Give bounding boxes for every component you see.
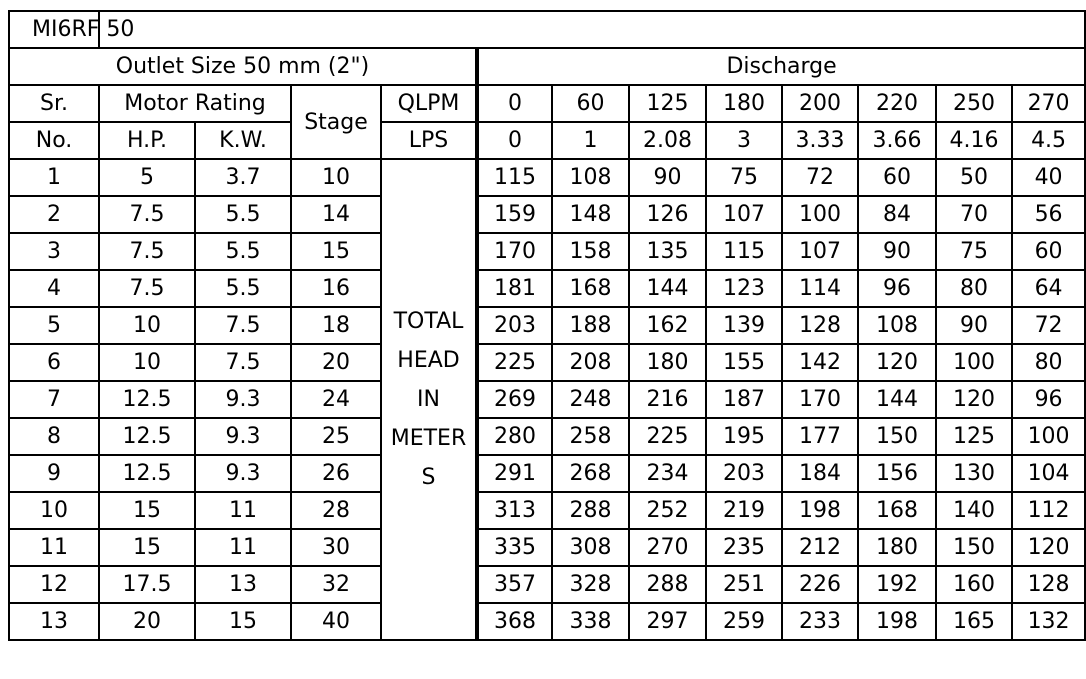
head-value-cell: 144 <box>629 270 706 307</box>
stage-cell: 26 <box>291 455 381 492</box>
head-value-cell: 203 <box>706 455 782 492</box>
head-value-cell: 140 <box>936 492 1012 529</box>
head-value-cell: 60 <box>858 159 936 196</box>
model-blank-cell <box>99 11 1085 48</box>
head-value-cell: 168 <box>552 270 629 307</box>
total-head-label-line: IN <box>417 387 440 412</box>
kw-cell: 15 <box>195 603 291 640</box>
lps-value-cell: 3.33 <box>782 122 858 159</box>
head-value-cell: 64 <box>1012 270 1085 307</box>
stage-cell: 32 <box>291 566 381 603</box>
sr-no-cell: 2 <box>9 196 99 233</box>
head-value-cell: 107 <box>706 196 782 233</box>
head-value-cell: 120 <box>858 344 936 381</box>
hp-header-cell: H.P. <box>99 122 195 159</box>
head-value-cell: 75 <box>706 159 782 196</box>
head-value-cell: 313 <box>477 492 552 529</box>
stage-cell: 10 <box>291 159 381 196</box>
kw-cell: 7.5 <box>195 307 291 344</box>
head-value-cell: 50 <box>936 159 1012 196</box>
data-row <box>9 566 1085 603</box>
head-value-cell: 226 <box>782 566 858 603</box>
hp-cell: 15 <box>99 529 195 566</box>
data-row <box>9 492 1085 529</box>
head-value-cell: 115 <box>706 233 782 270</box>
sr-no-cell: 3 <box>9 233 99 270</box>
kw-cell: 9.3 <box>195 418 291 455</box>
head-value-cell: 60 <box>1012 233 1085 270</box>
head-value-cell: 115 <box>477 159 552 196</box>
head-value-cell: 187 <box>706 381 782 418</box>
head-value-cell: 208 <box>552 344 629 381</box>
qlpm-value-cell: 180 <box>706 85 782 122</box>
head-value-cell: 233 <box>782 603 858 640</box>
head-value-cell: 216 <box>629 381 706 418</box>
section-header-row <box>9 48 1085 85</box>
head-value-cell: 107 <box>782 233 858 270</box>
stage-cell: 28 <box>291 492 381 529</box>
data-row <box>9 529 1085 566</box>
sr-no-cell: 11 <box>9 529 99 566</box>
head-value-cell: 368 <box>477 603 552 640</box>
head-value-cell: 297 <box>629 603 706 640</box>
head-value-cell: 219 <box>706 492 782 529</box>
head-value-cell: 120 <box>1012 529 1085 566</box>
data-row <box>9 159 1085 196</box>
hp-cell: 7.5 <box>99 233 195 270</box>
head-value-cell: 308 <box>552 529 629 566</box>
head-value-cell: 184 <box>782 455 858 492</box>
head-value-cell: 96 <box>1012 381 1085 418</box>
lps-value-cell: 1 <box>552 122 629 159</box>
lps-label-cell: LPS <box>381 122 477 159</box>
stage-cell: 25 <box>291 418 381 455</box>
sr-no-cell: 8 <box>9 418 99 455</box>
pump-performance-sheet <box>8 10 1084 670</box>
head-value-cell: 90 <box>629 159 706 196</box>
head-value-cell: 198 <box>782 492 858 529</box>
kw-cell: 11 <box>195 492 291 529</box>
pump-performance-table <box>8 10 1086 641</box>
head-value-cell: 170 <box>477 233 552 270</box>
lps-value-cell: 0 <box>477 122 552 159</box>
hp-cell: 12.5 <box>99 381 195 418</box>
hp-cell: 15 <box>99 492 195 529</box>
head-value-cell: 155 <box>706 344 782 381</box>
stage-cell: 16 <box>291 270 381 307</box>
qlpm-value-cell: 250 <box>936 85 1012 122</box>
head-value-cell: 252 <box>629 492 706 529</box>
head-value-cell: 258 <box>552 418 629 455</box>
head-value-cell: 338 <box>552 603 629 640</box>
head-value-cell: 160 <box>936 566 1012 603</box>
head-value-cell: 108 <box>552 159 629 196</box>
head-value-cell: 40 <box>1012 159 1085 196</box>
kw-cell: 3.7 <box>195 159 291 196</box>
stage-cell: 30 <box>291 529 381 566</box>
lps-value-cell: 2.08 <box>629 122 706 159</box>
head-value-cell: 280 <box>477 418 552 455</box>
data-row <box>9 455 1085 492</box>
total-head-label-line: S <box>421 465 436 490</box>
lps-value-cell: 4.5 <box>1012 122 1085 159</box>
head-value-cell: 170 <box>782 381 858 418</box>
head-value-cell: 225 <box>477 344 552 381</box>
hp-cell: 5 <box>99 159 195 196</box>
head-value-cell: 128 <box>1012 566 1085 603</box>
head-value-cell: 291 <box>477 455 552 492</box>
sr-no-cell: 9 <box>9 455 99 492</box>
head-value-cell: 104 <box>1012 455 1085 492</box>
sr-header-cell: Sr. <box>9 85 99 122</box>
head-value-cell: 80 <box>1012 344 1085 381</box>
head-value-cell: 100 <box>1012 418 1085 455</box>
model-row <box>9 11 1085 48</box>
qlpm-value-cell: 0 <box>477 85 552 122</box>
head-value-cell: 120 <box>936 381 1012 418</box>
head-value-cell: 212 <box>782 529 858 566</box>
head-value-cell: 269 <box>477 381 552 418</box>
head-value-cell: 248 <box>552 381 629 418</box>
head-value-cell: 96 <box>858 270 936 307</box>
lps-value-cell: 3.66 <box>858 122 936 159</box>
data-row <box>9 381 1085 418</box>
stage-cell: 15 <box>291 233 381 270</box>
head-value-cell: 72 <box>1012 307 1085 344</box>
head-value-cell: 188 <box>552 307 629 344</box>
outlet-size-cell: Outlet Size 50 mm (2") <box>9 48 477 85</box>
head-value-cell: 132 <box>1012 603 1085 640</box>
head-value-cell: 112 <box>1012 492 1085 529</box>
head-value-cell: 198 <box>858 603 936 640</box>
kw-cell: 5.5 <box>195 196 291 233</box>
head-value-cell: 168 <box>858 492 936 529</box>
head-value-cell: 270 <box>629 529 706 566</box>
head-value-cell: 100 <box>782 196 858 233</box>
head-value-cell: 84 <box>858 196 936 233</box>
sr-no-cell: 12 <box>9 566 99 603</box>
head-value-cell: 288 <box>629 566 706 603</box>
sr-no-cell: 13 <box>9 603 99 640</box>
head-value-cell: 251 <box>706 566 782 603</box>
no-header-cell: No. <box>9 122 99 159</box>
total-head-label-cell <box>381 159 477 640</box>
kw-cell: 11 <box>195 529 291 566</box>
head-value-cell: 100 <box>936 344 1012 381</box>
head-value-cell: 108 <box>858 307 936 344</box>
stage-cell: 14 <box>291 196 381 233</box>
head-value-cell: 150 <box>858 418 936 455</box>
lps-header-row <box>9 122 1085 159</box>
head-value-cell: 177 <box>782 418 858 455</box>
kw-cell: 9.3 <box>195 381 291 418</box>
hp-cell: 20 <box>99 603 195 640</box>
qlpm-value-cell: 200 <box>782 85 858 122</box>
kw-cell: 5.5 <box>195 270 291 307</box>
head-value-cell: 114 <box>782 270 858 307</box>
head-value-cell: 75 <box>936 233 1012 270</box>
head-value-cell: 70 <box>936 196 1012 233</box>
head-value-cell: 195 <box>706 418 782 455</box>
motor-rating-header-cell: Motor Rating <box>99 85 291 122</box>
head-value-cell: 203 <box>477 307 552 344</box>
hp-cell: 10 <box>99 307 195 344</box>
hp-cell: 17.5 <box>99 566 195 603</box>
head-value-cell: 234 <box>629 455 706 492</box>
hp-cell: 12.5 <box>99 418 195 455</box>
head-value-cell: 123 <box>706 270 782 307</box>
data-row <box>9 270 1085 307</box>
stage-cell: 40 <box>291 603 381 640</box>
kw-header-cell: K.W. <box>195 122 291 159</box>
model-name-cell: MI6RF 50 <box>9 11 99 48</box>
head-value-cell: 165 <box>936 603 1012 640</box>
head-value-cell: 225 <box>629 418 706 455</box>
kw-cell: 9.3 <box>195 455 291 492</box>
hp-cell: 7.5 <box>99 196 195 233</box>
discharge-header-cell: Discharge <box>477 48 1085 85</box>
data-row <box>9 344 1085 381</box>
data-row <box>9 196 1085 233</box>
data-row <box>9 603 1085 640</box>
head-value-cell: 126 <box>629 196 706 233</box>
head-value-cell: 159 <box>477 196 552 233</box>
head-value-cell: 90 <box>858 233 936 270</box>
kw-cell: 13 <box>195 566 291 603</box>
head-value-cell: 181 <box>477 270 552 307</box>
head-value-cell: 180 <box>629 344 706 381</box>
qlpm-value-cell: 60 <box>552 85 629 122</box>
total-head-label-line: HEAD <box>397 348 460 373</box>
hp-cell: 12.5 <box>99 455 195 492</box>
head-value-cell: 80 <box>936 270 1012 307</box>
sr-no-cell: 6 <box>9 344 99 381</box>
head-value-cell: 288 <box>552 492 629 529</box>
head-value-cell: 142 <box>782 344 858 381</box>
head-value-cell: 268 <box>552 455 629 492</box>
qlpm-label-cell: QLPM <box>381 85 477 122</box>
head-value-cell: 130 <box>936 455 1012 492</box>
head-value-cell: 235 <box>706 529 782 566</box>
head-value-cell: 357 <box>477 566 552 603</box>
stage-cell: 20 <box>291 344 381 381</box>
head-value-cell: 259 <box>706 603 782 640</box>
hp-cell: 7.5 <box>99 270 195 307</box>
sr-no-cell: 7 <box>9 381 99 418</box>
lps-value-cell: 3 <box>706 122 782 159</box>
sr-no-cell: 5 <box>9 307 99 344</box>
stage-cell: 18 <box>291 307 381 344</box>
data-row <box>9 307 1085 344</box>
sr-no-cell: 10 <box>9 492 99 529</box>
qlpm-value-cell: 270 <box>1012 85 1085 122</box>
stage-cell: 24 <box>291 381 381 418</box>
head-value-cell: 156 <box>858 455 936 492</box>
head-value-cell: 90 <box>936 307 1012 344</box>
head-value-cell: 139 <box>706 307 782 344</box>
head-value-cell: 180 <box>858 529 936 566</box>
qlpm-value-cell: 220 <box>858 85 936 122</box>
head-value-cell: 125 <box>936 418 1012 455</box>
sr-no-cell: 4 <box>9 270 99 307</box>
lps-value-cell: 4.16 <box>936 122 1012 159</box>
stage-header-cell: Stage <box>291 85 381 159</box>
data-row <box>9 418 1085 455</box>
head-value-cell: 72 <box>782 159 858 196</box>
head-value-cell: 56 <box>1012 196 1085 233</box>
head-value-cell: 192 <box>858 566 936 603</box>
head-value-cell: 128 <box>782 307 858 344</box>
qlpm-header-row <box>9 85 1085 122</box>
total-head-label-line: TOTAL <box>393 309 464 334</box>
qlpm-value-cell: 125 <box>629 85 706 122</box>
data-row <box>9 233 1085 270</box>
total-head-label-line: METER <box>390 426 467 451</box>
head-value-cell: 328 <box>552 566 629 603</box>
head-value-cell: 158 <box>552 233 629 270</box>
head-value-cell: 335 <box>477 529 552 566</box>
head-value-cell: 144 <box>858 381 936 418</box>
head-value-cell: 148 <box>552 196 629 233</box>
hp-cell: 10 <box>99 344 195 381</box>
sr-no-cell: 1 <box>9 159 99 196</box>
kw-cell: 7.5 <box>195 344 291 381</box>
head-value-cell: 135 <box>629 233 706 270</box>
head-value-cell: 162 <box>629 307 706 344</box>
head-value-cell: 150 <box>936 529 1012 566</box>
kw-cell: 5.5 <box>195 233 291 270</box>
